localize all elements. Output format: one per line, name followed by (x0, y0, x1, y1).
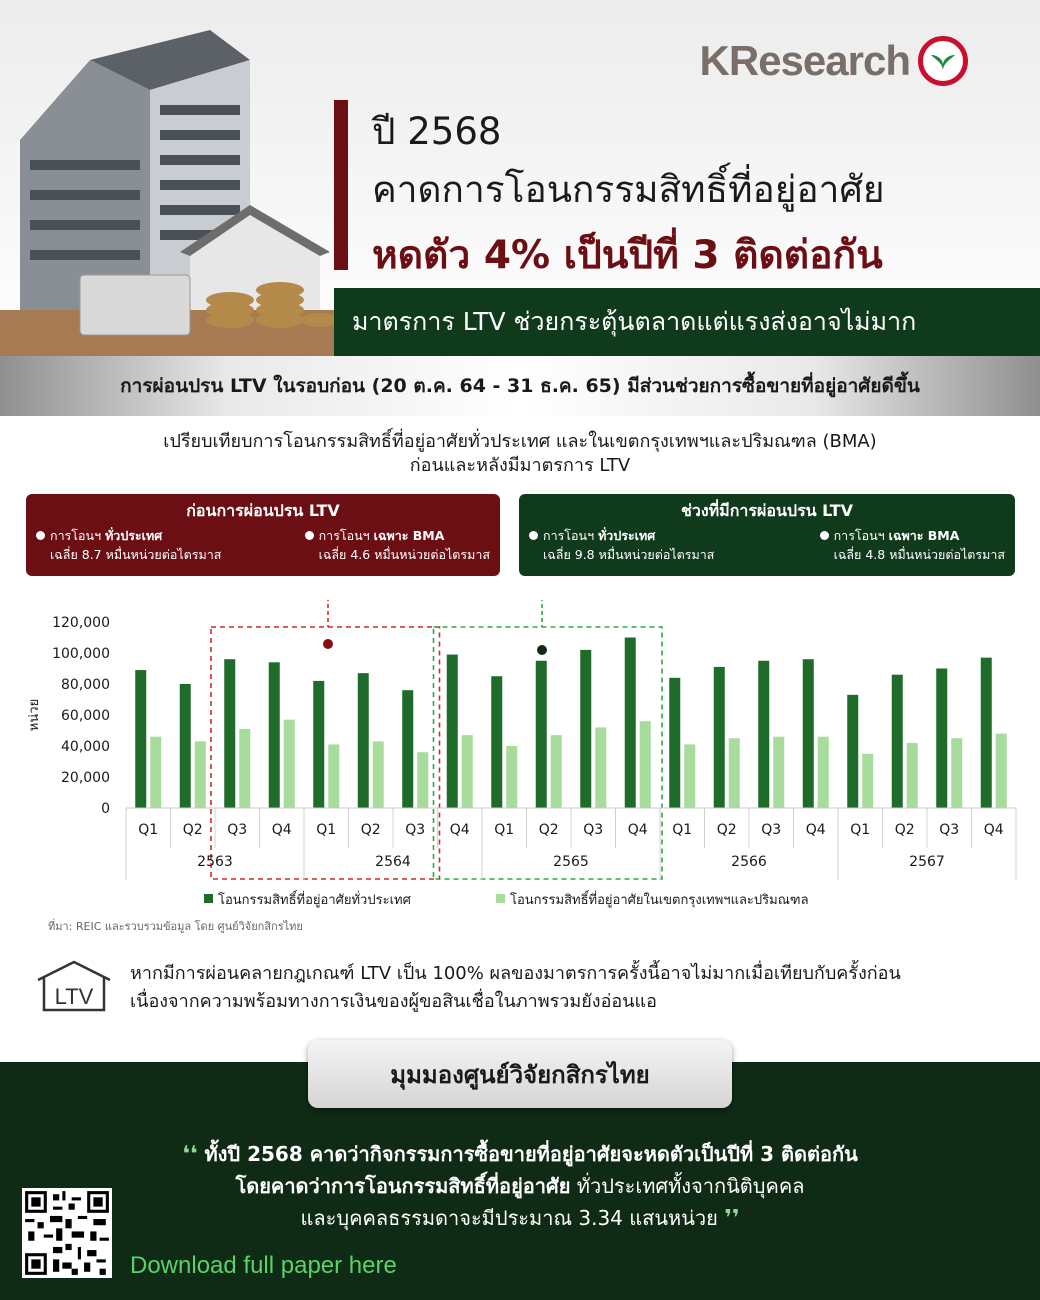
year-label: 2567 (909, 854, 945, 870)
bar-nationwide (313, 681, 324, 808)
bar-nationwide (358, 673, 369, 808)
chart-heading-line2: ก่อนและหลังมีมาตรการ LTV (409, 455, 631, 476)
during-nationwide-stat (529, 526, 714, 564)
quote-line3 (100, 1202, 940, 1234)
stat-scope: เฉพาะ BMA (373, 528, 445, 543)
bar-bma (640, 721, 651, 808)
kbank-leaf-icon (918, 36, 968, 86)
bar-nationwide (803, 659, 814, 808)
note-line1: หากมีการผ่อนคลายกฎเกณฑ์ LTV เป็น 100% ผลของมาตรการครั้งนี้อาจไม่มากเมื่อเทียบกับครั้งก่อน (130, 963, 901, 984)
x-tick-label: Q3 (761, 822, 782, 838)
subtitle-box (334, 288, 1040, 356)
bar-bma (951, 738, 962, 808)
x-tick-label: Q4 (449, 822, 470, 838)
y-tick-label: 120,000 (52, 615, 110, 631)
bar-bma (996, 734, 1007, 808)
during-ltv-box (519, 494, 1015, 576)
quote-text-2b: ทั่วประเทศทั้งจากนิติบุคคล (570, 1174, 805, 1198)
year-label: 2566 (731, 854, 767, 870)
x-tick-label: Q1 (850, 822, 871, 838)
bar-bma (506, 746, 517, 808)
bullet-icon (36, 531, 45, 540)
bar-bma (284, 720, 295, 808)
chart-heading (0, 430, 1040, 478)
year-label: 2563 (197, 854, 233, 870)
stat-scope: ทั่วประเทศ (598, 528, 656, 543)
chart-heading-line1: เปรียบเทียบการโอนกรรมสิทธิ์ที่อยู่อาศัยทั่วประเทศ และในเขตกรุงเทพฯและปริมณฑล (BMA) (163, 431, 877, 452)
x-tick-label: Q3 (583, 822, 604, 838)
bar-bma (595, 727, 606, 808)
y-tick-label: 0 (101, 801, 110, 817)
y-tick-label: 100,000 (52, 646, 110, 662)
ltv-note (130, 960, 901, 1016)
bar-bma (551, 735, 562, 808)
bar-bma (195, 741, 206, 808)
highlight-marker-dot (537, 645, 547, 655)
before-nationwide-stat (36, 526, 221, 564)
y-tick-label: 20,000 (61, 770, 110, 786)
stat-label: การโอนฯ (833, 528, 889, 543)
during-ltv-heading: ช่วงที่มีการผ่อนปรน LTV (680, 501, 854, 520)
bar-nationwide (135, 670, 146, 808)
legend-swatch (496, 894, 505, 903)
x-tick-label: Q2 (538, 822, 559, 838)
year-label: 2565 (553, 854, 589, 870)
perspective-badge (308, 1040, 732, 1108)
banner-text: การผ่อนปรน LTV ในรอบก่อน (20 ต.ค. 64 - 31 ธ.ค. 65) มีส่วนช่วยการซื้อขายที่อยู่อาศัยดีขึ้น (120, 375, 920, 397)
x-tick-label: Q3 (227, 822, 248, 838)
quote-line2 (100, 1170, 940, 1202)
legend-swatch (204, 894, 213, 903)
x-tick-label: Q2 (360, 822, 381, 838)
kresearch-logo (700, 36, 968, 86)
x-tick-label: Q2 (182, 822, 203, 838)
page-title-line3: หดตัว 4% เป็นปีที่ 3 ติดต่อกัน (372, 233, 883, 278)
bar-nationwide (402, 690, 413, 808)
quote-line1 (100, 1138, 940, 1170)
bar-nationwide (224, 659, 235, 808)
bar-bma (907, 743, 918, 808)
bullet-icon (529, 531, 538, 540)
bar-nationwide (580, 650, 591, 808)
download-link[interactable]: Download full paper here (130, 1252, 397, 1279)
stat-label: การโอนฯ (543, 528, 599, 543)
bullet-icon (820, 531, 829, 540)
bar-nationwide (536, 661, 547, 808)
page-title-line2: คาดการโอนกรรมสิทธิ์ที่อยู่อาศัย (372, 168, 885, 211)
bar-nationwide (491, 676, 502, 808)
before-bma-stat (305, 526, 490, 564)
legend-label: โอนกรรมสิทธิ์ที่อยู่อาศัยในเขตกรุงเทพฯและปริมณฑล (510, 893, 809, 908)
bar-bma (150, 737, 161, 808)
stat-label: การโอนฯ (50, 528, 106, 543)
x-tick-label: Q3 (939, 822, 960, 838)
transfer-chart (0, 600, 1040, 940)
y-tick-label: 60,000 (61, 708, 110, 724)
bar-chart-svg (0, 600, 1040, 940)
bar-bma (684, 744, 695, 808)
bar-nationwide (892, 675, 903, 808)
page-title-line1: ปี 2568 (372, 110, 502, 153)
bar-bma (373, 741, 384, 808)
bar-nationwide (180, 684, 191, 808)
x-tick-label: Q2 (716, 822, 737, 838)
before-ltv-box (26, 494, 500, 576)
subtitle-text: มาตรการ LTV ช่วยกระตุ้นตลาดแต่แรงส่งอาจไม่มาก (352, 307, 917, 336)
bullet-icon (305, 531, 314, 540)
bar-bma (239, 729, 250, 808)
building-illustration (0, 20, 340, 356)
logo-text: KResearch (699, 37, 910, 84)
bar-nationwide (758, 661, 769, 808)
stat-label: การโอนฯ (318, 528, 374, 543)
close-quote-icon: ❜❜ (724, 1206, 740, 1231)
x-tick-label: Q1 (494, 822, 515, 838)
quote-text-3: และบุคคลธรรมดาจะมีประมาณ 3.34 แสนหน่วย (300, 1206, 718, 1230)
stat-value: เฉลี่ย 8.7 หมื่นหน่วยต่อไตรมาส (50, 547, 222, 562)
bar-bma (729, 738, 740, 808)
bar-bma (462, 735, 473, 808)
year-label: 2564 (375, 854, 411, 870)
stat-scope: ทั่วประเทศ (105, 528, 163, 543)
quote-text-1: ทั้งปี 2568 คาดว่ากิจกรรมการซื้อขายที่อยู่อาศัยจะหดตัวเป็นปีที่ 3 ติดต่อกัน (204, 1142, 858, 1166)
stat-value: เฉลี่ย 4.6 หมื่นหน่วยต่อไตรมาส (318, 547, 490, 562)
ltv-banner (0, 356, 1040, 416)
stat-value: เฉลี่ย 4.8 หมื่นหน่วยต่อไตรมาส (833, 547, 1005, 562)
bar-nationwide (669, 678, 680, 808)
x-tick-label: Q1 (138, 822, 159, 838)
bar-bma (417, 752, 428, 808)
stat-scope: เฉพาะ BMA (888, 528, 960, 543)
x-tick-label: Q4 (271, 822, 292, 838)
bar-nationwide (981, 658, 992, 808)
perspective-text: มุมมองศูนย์วิจัยกสิกรไทย (390, 1060, 650, 1089)
bar-bma (818, 737, 829, 808)
y-tick-label: 40,000 (61, 739, 110, 755)
open-quote-icon: ❛❛ (182, 1142, 198, 1167)
source-note: ที่มา: REIC และรวบรวมข้อมูล โดย ศูนย์วิจัยกสิกรไทย (48, 920, 303, 933)
title-accent-bar (334, 100, 348, 270)
x-tick-label: Q4 (983, 822, 1004, 838)
before-ltv-heading: ก่อนการผ่อนปรน LTV (186, 501, 340, 520)
x-tick-label: Q4 (805, 822, 826, 838)
house-ltv-icon (34, 958, 114, 1014)
bar-nationwide (847, 695, 858, 808)
during-bma-stat (820, 526, 1005, 564)
stat-value: เฉลี่ย 9.8 หมื่นหน่วยต่อไตรมาส (543, 547, 715, 562)
y-axis-label: หน่วย (27, 698, 42, 732)
qr-code-icon[interactable] (22, 1188, 112, 1278)
note-line2: เนื่องจากความพร้อมทางการเงินของผู้ขอสินเชื่อในภาพรวมยังอ่อนแอ (130, 991, 657, 1012)
legend-label: โอนกรรมสิทธิ์ที่อยู่อาศัยทั่วประเทศ (218, 893, 411, 908)
ltv-icon-label: LTV (54, 984, 94, 1009)
bar-bma (773, 737, 784, 808)
x-tick-label: Q4 (627, 822, 648, 838)
x-tick-label: Q1 (672, 822, 693, 838)
highlight-marker-dot (323, 639, 333, 649)
bar-bma (862, 754, 873, 808)
bar-nationwide (625, 638, 636, 809)
quote-text-2a: โดยคาดว่าการโอนกรรมสิทธิ์ที่อยู่อาศัย (235, 1174, 571, 1198)
bar-nationwide (447, 655, 458, 808)
bar-bma (328, 744, 339, 808)
bar-nationwide (714, 667, 725, 808)
bar-nationwide (269, 662, 280, 808)
x-tick-label: Q1 (316, 822, 337, 838)
x-tick-label: Q3 (405, 822, 426, 838)
y-tick-label: 80,000 (61, 677, 110, 693)
bar-nationwide (936, 669, 947, 809)
x-tick-label: Q2 (894, 822, 915, 838)
